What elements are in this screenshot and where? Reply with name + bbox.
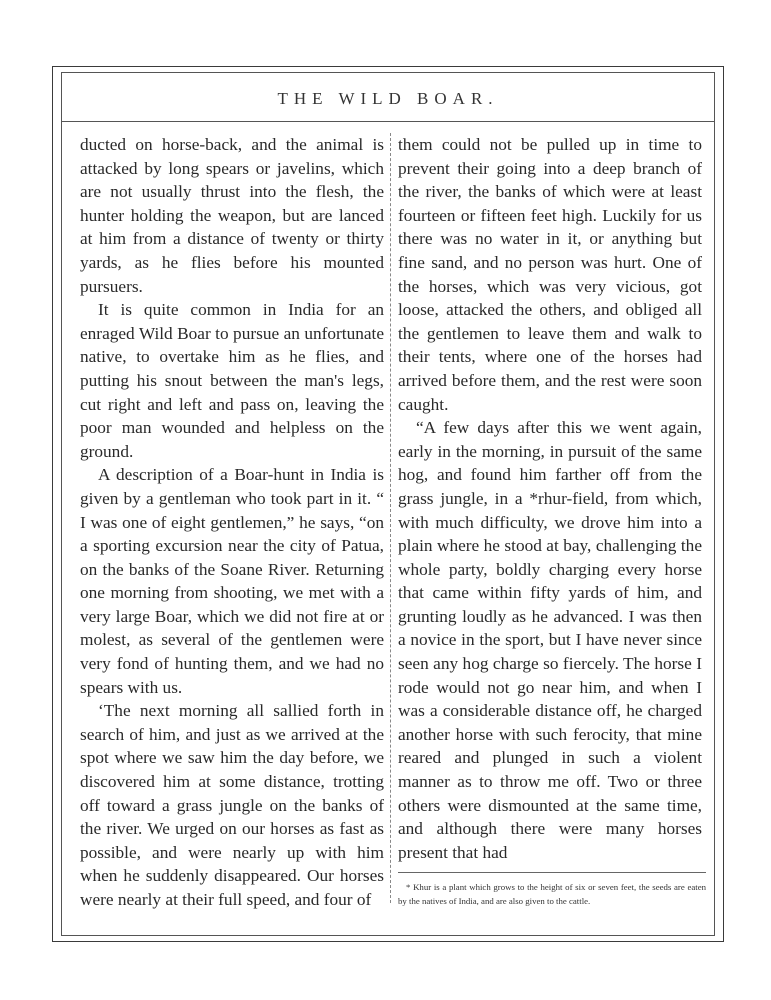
paragraph: A description of a Boar-hunt in India is given by a gentleman who took part in it. “ I was one of eight gentlemen,” he says, “on a sporting excursion near the city of Patua, on the banks of the Soane River. Returning one morning from shooting, we met with a very large Boar, which we did not fire at or molest, as several of the gentlemen were very fond of hunting them, and we had no spears with us. — [80, 465, 384, 697]
paragraph: ‘The next morning all sallied forth in search of him, and just as we arrived at the spot where we saw him the day before, we discovered him at some distance, trotting off toward a grass jungle on the banks of the river. We urged on our horses as fast as possible, and were nearly up with him when he suddenly disappeared. Our horses were nearly at their full speed, and four of — [80, 701, 384, 909]
paragraph: It is quite common in India for an enraged Wild Boar to pursue an unfortunate native, to overtake him as he flies, and putting his snout between the man's legs, cut right and left and pass on, leaving the poor man wounded and helpless on the ground. — [80, 300, 384, 461]
column-divider — [390, 133, 391, 903]
paragraph: “A few days after this we went again, early in the morning, in pursuit of the same hog, and found him farther off from the grass jungle, in a *rhur-field, from which, with much difficulty, we drove him into a plain where he stood at bay, challenging the whole party, boldly charging every horse that came within fifty yards of him, and grunting loudly as he advanced. I was then a novice in the sport, but I have never since seen any hog charge so fiercely. The horse I rode would not go near him, and when I was a considerable distance off, he charged another horse with such ferocity, that mine reared and plunged in such a violent manner as to throw me off. Two or three others were dismounted at the same time, and although there were many horses present that had — [398, 418, 702, 862]
paragraph: ducted on horse-back, and the animal is attacked by long spears or javelins, which are not usually thrust into the flesh, the hunter holding the weapon, but are lanced at him from a distance of twenty or thirty yards, as he flies before his mounted pursuers. — [80, 135, 384, 296]
left-column — [80, 133, 384, 912]
footnote: * Khur is a plant which grows to the height of six or seven feet, the seeds are eaten by the natives of India, and are also given to the cattle. — [398, 882, 706, 906]
right-column — [398, 133, 702, 864]
footnote-rule — [398, 872, 706, 873]
paragraph: them could not be pulled up in time to prevent their going into a deep branch of the river, the banks of which were at least fourteen or fifteen feet high. Luckily for us there was no water in it, or anything but fine sand, and no person was hurt. One of the horses, which was very vicious, got loose, attacked the others, and obliged all the gentlemen to leave them and walk to their tents, where one of the horses had arrived before them, and the rest were soon caught. — [398, 135, 702, 414]
page-title: THE WILD BOAR. — [277, 89, 499, 108]
header-rule — [61, 121, 715, 122]
